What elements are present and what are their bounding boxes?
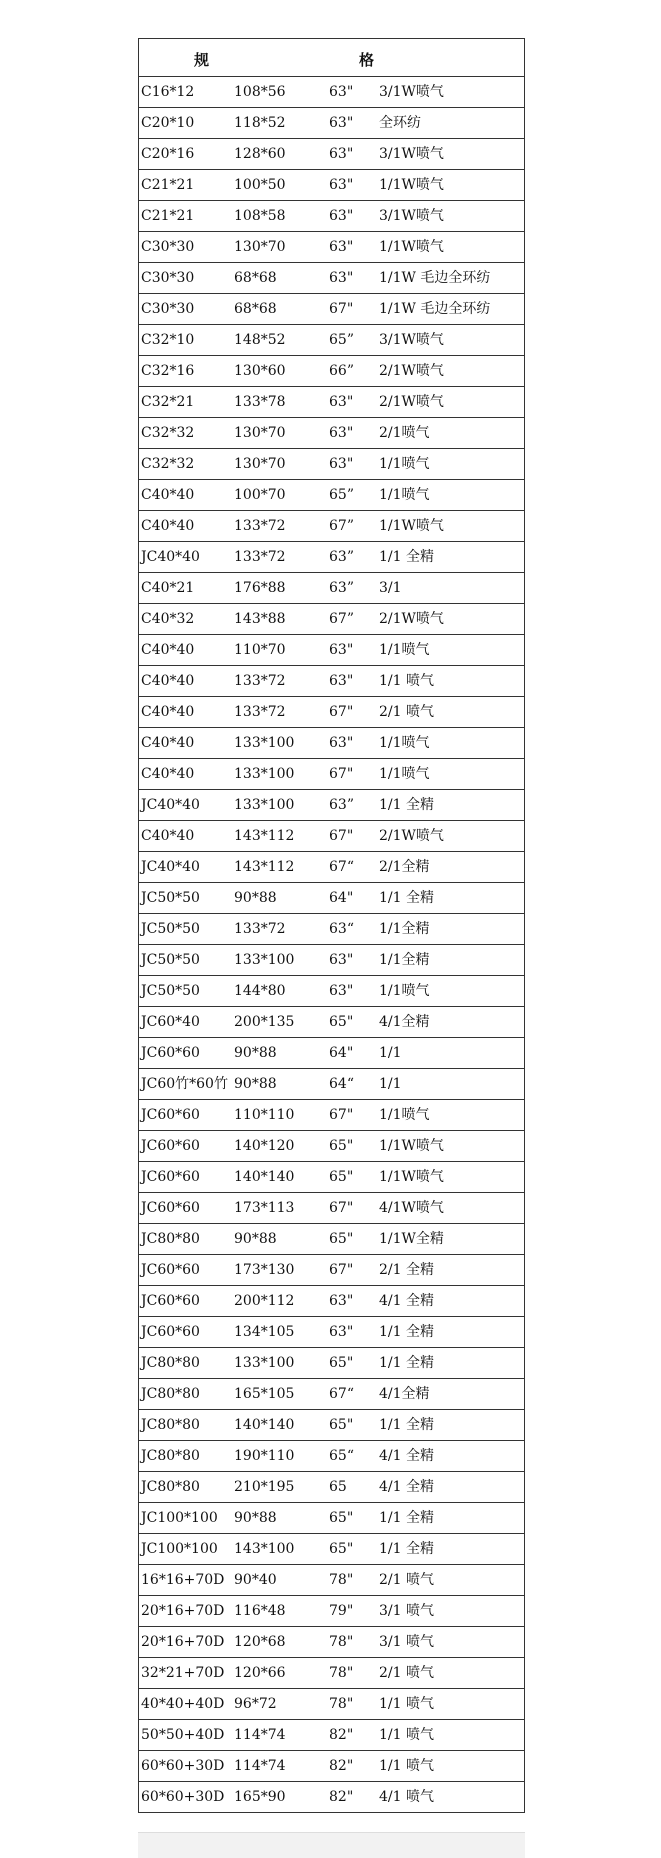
table-header (139, 39, 524, 77)
table-row (139, 1100, 524, 1131)
spec-cell: JC80*80 (141, 1355, 200, 1371)
density-cell: 173*113 (234, 1200, 295, 1216)
spec-cell: JC40*40 (141, 797, 200, 813)
density-cell: 133*78 (234, 394, 286, 410)
spec-cell: C21*21 (141, 208, 195, 224)
width-cell: 65 (329, 1479, 347, 1495)
density-cell: 165*105 (234, 1386, 295, 1402)
density-cell: 96*72 (234, 1696, 277, 1712)
width-cell: 63" (329, 1293, 354, 1309)
spec-cell: C40*40 (141, 673, 195, 689)
table-row (139, 356, 524, 387)
density-cell: 114*74 (234, 1727, 286, 1743)
weave-cell: 1/1W喷气 (379, 239, 444, 255)
spec-cell: C40*40 (141, 704, 195, 720)
width-cell: 65" (329, 1138, 354, 1154)
spec-cell: JC60*60 (141, 1107, 200, 1123)
density-cell: 143*112 (234, 859, 295, 875)
width-cell: 64" (329, 890, 354, 906)
spec-cell: JC60竹*60竹 (141, 1076, 228, 1092)
spec-cell: JC60*40 (141, 1014, 200, 1030)
table-row (139, 1596, 524, 1627)
width-cell: 65" (329, 1417, 354, 1433)
weave-cell: 3/1 喷气 (379, 1634, 434, 1650)
weave-cell: 4/1 全精 (379, 1448, 434, 1464)
weave-cell: 1/1 全精 (379, 1417, 434, 1433)
spec-cell: JC60*60 (141, 1293, 200, 1309)
spec-cell: C40*21 (141, 580, 195, 596)
spec-cell: JC100*100 (141, 1541, 218, 1557)
density-cell: 134*105 (234, 1324, 295, 1340)
width-cell: 63" (329, 983, 354, 999)
weave-cell: 2/1喷气 (379, 425, 430, 441)
spec-cell: 50*50+40D (141, 1727, 225, 1743)
density-cell: 133*72 (234, 921, 286, 937)
table-body (139, 77, 524, 1812)
weave-cell: 1/1 喷气 (379, 1696, 434, 1712)
table-row (139, 480, 524, 511)
spec-cell: C30*30 (141, 270, 195, 286)
width-cell: 63" (329, 1324, 354, 1340)
spec-cell: JC60*60 (141, 1169, 200, 1185)
width-cell: 65" (329, 1231, 354, 1247)
weave-cell: 1/1W喷气 (379, 1138, 444, 1154)
density-cell: 90*88 (234, 890, 277, 906)
table-row (139, 1317, 524, 1348)
spec-cell: JC60*60 (141, 1200, 200, 1216)
weave-cell: 1/1 全精 (379, 797, 434, 813)
width-cell: 79" (329, 1603, 354, 1619)
spec-cell: JC50*50 (141, 983, 200, 999)
spec-cell: JC60*60 (141, 1324, 200, 1340)
weave-cell: 1/1 全精 (379, 1541, 434, 1557)
spec-cell: C30*30 (141, 301, 195, 317)
table-row (139, 232, 524, 263)
spec-cell: JC50*50 (141, 890, 200, 906)
width-cell: 67" (329, 828, 354, 844)
weave-cell: 1/1W 毛边全环纺 (379, 270, 491, 286)
table-row (139, 728, 524, 759)
density-cell: 176*88 (234, 580, 286, 596)
table-row (139, 976, 524, 1007)
density-cell: 143*88 (234, 611, 286, 627)
table-row (139, 883, 524, 914)
weave-cell: 1/1 全精 (379, 1355, 434, 1371)
density-cell: 143*100 (234, 1541, 295, 1557)
spec-cell: 32*21+70D (141, 1665, 225, 1681)
width-cell: 63" (329, 270, 354, 286)
width-cell: 63" (329, 394, 354, 410)
weave-cell: 2/1全精 (379, 859, 430, 875)
weave-cell: 3/1 (379, 580, 402, 596)
density-cell: 90*88 (234, 1076, 277, 1092)
width-cell: 82" (329, 1789, 354, 1805)
table-row (139, 1193, 524, 1224)
table-row (139, 1472, 524, 1503)
table-row (139, 604, 524, 635)
weave-cell: 1/1W 毛边全环纺 (379, 301, 491, 317)
density-cell: 100*50 (234, 177, 286, 193)
weave-cell: 2/1W喷气 (379, 394, 444, 410)
table-row (139, 263, 524, 294)
weave-cell: 3/1W喷气 (379, 208, 444, 224)
bottom-strip (138, 1832, 525, 1858)
weave-cell: 1/1 全精 (379, 1324, 434, 1340)
weave-cell: 1/1喷气 (379, 487, 430, 503)
spec-cell: 20*16+70D (141, 1634, 225, 1650)
weave-cell: 1/1 (379, 1045, 402, 1061)
width-cell: 65" (329, 1355, 354, 1371)
width-cell: 63" (329, 239, 354, 255)
table-row (139, 1038, 524, 1069)
density-cell: 108*58 (234, 208, 286, 224)
spec-cell: JC80*80 (141, 1448, 200, 1464)
weave-cell: 1/1全精 (379, 921, 430, 937)
weave-cell: 1/1喷气 (379, 766, 430, 782)
weave-cell: 3/1W喷气 (379, 84, 444, 100)
weave-cell: 3/1 喷气 (379, 1603, 434, 1619)
weave-cell: 1/1喷气 (379, 642, 430, 658)
weave-cell: 1/1W喷气 (379, 1169, 444, 1185)
width-cell: 67“ (329, 859, 354, 875)
width-cell: 65” (329, 487, 354, 503)
width-cell: 65” (329, 332, 354, 348)
weave-cell: 3/1W喷气 (379, 332, 444, 348)
spec-cell: C32*32 (141, 456, 195, 472)
spec-cell: 20*16+70D (141, 1603, 225, 1619)
table-row (139, 1689, 524, 1720)
spec-cell: C40*40 (141, 642, 195, 658)
width-cell: 67" (329, 1107, 354, 1123)
weave-cell: 2/1 喷气 (379, 1572, 434, 1588)
table-row (139, 1534, 524, 1565)
width-cell: 65" (329, 1510, 354, 1526)
density-cell: 148*52 (234, 332, 286, 348)
weave-cell: 1/1喷气 (379, 983, 430, 999)
width-cell: 82" (329, 1758, 354, 1774)
table-row (139, 1441, 524, 1472)
width-cell: 66” (329, 363, 354, 379)
width-cell: 63" (329, 735, 354, 751)
spec-cell: C32*21 (141, 394, 195, 410)
density-cell: 133*72 (234, 549, 286, 565)
width-cell: 63" (329, 456, 354, 472)
width-cell: 63" (329, 642, 354, 658)
weave-cell: 4/1 全精 (379, 1293, 434, 1309)
density-cell: 143*112 (234, 828, 295, 844)
weave-cell: 2/1W喷气 (379, 828, 444, 844)
table-row (139, 1224, 524, 1255)
width-cell: 65“ (329, 1448, 354, 1464)
weave-cell: 1/1 全精 (379, 549, 434, 565)
table-row (139, 1751, 524, 1782)
density-cell: 110*110 (234, 1107, 295, 1123)
spec-cell: 16*16+70D (141, 1572, 225, 1588)
spec-cell: JC80*80 (141, 1417, 200, 1433)
spec-cell: C20*16 (141, 146, 195, 162)
spec-cell: JC60*60 (141, 1045, 200, 1061)
density-cell: 144*80 (234, 983, 286, 999)
table-row (139, 418, 524, 449)
density-cell: 68*68 (234, 301, 277, 317)
width-cell: 63” (329, 797, 354, 813)
density-cell: 133*72 (234, 704, 286, 720)
width-cell: 63" (329, 208, 354, 224)
table-row (139, 1410, 524, 1441)
width-cell: 64" (329, 1045, 354, 1061)
density-cell: 165*90 (234, 1789, 286, 1805)
header-gui: 规 (194, 51, 210, 69)
width-cell: 63” (329, 580, 354, 596)
spec-cell: 60*60+30D (141, 1789, 225, 1805)
density-cell: 133*100 (234, 766, 295, 782)
density-cell: 110*70 (234, 642, 286, 658)
width-cell: 78" (329, 1634, 354, 1650)
width-cell: 63" (329, 952, 354, 968)
density-cell: 173*130 (234, 1262, 295, 1278)
width-cell: 63" (329, 84, 354, 100)
width-cell: 67” (329, 518, 354, 534)
weave-cell: 1/1全精 (379, 952, 430, 968)
spec-cell: C40*40 (141, 487, 195, 503)
table-row (139, 852, 524, 883)
table-row (139, 1503, 524, 1534)
width-cell: 63” (329, 549, 354, 565)
weave-cell: 1/1喷气 (379, 735, 430, 751)
spec-cell: C40*40 (141, 735, 195, 751)
density-cell: 133*100 (234, 1355, 295, 1371)
weave-cell: 全环纺 (379, 115, 421, 131)
density-cell: 108*56 (234, 84, 286, 100)
width-cell: 63" (329, 146, 354, 162)
table-row (139, 821, 524, 852)
spec-cell: C16*12 (141, 84, 195, 100)
density-cell: 210*195 (234, 1479, 295, 1495)
density-cell: 120*66 (234, 1665, 286, 1681)
weave-cell: 1/1 喷气 (379, 1758, 434, 1774)
table-row (139, 1255, 524, 1286)
table-row (139, 1007, 524, 1038)
density-cell: 190*110 (234, 1448, 295, 1464)
width-cell: 63" (329, 115, 354, 131)
table-row (139, 697, 524, 728)
width-cell: 64“ (329, 1076, 354, 1092)
table-row (139, 77, 524, 108)
density-cell: 90*40 (234, 1572, 277, 1588)
weave-cell: 4/1 喷气 (379, 1789, 434, 1805)
spec-cell: C32*10 (141, 332, 195, 348)
table-row (139, 1627, 524, 1658)
spec-cell: JC60*60 (141, 1138, 200, 1154)
spec-cell: JC60*60 (141, 1262, 200, 1278)
width-cell: 67" (329, 766, 354, 782)
density-cell: 133*72 (234, 673, 286, 689)
weave-cell: 4/1 全精 (379, 1479, 434, 1495)
weave-cell: 1/1 喷气 (379, 1727, 434, 1743)
width-cell: 82" (329, 1727, 354, 1743)
table-row (139, 201, 524, 232)
density-cell: 200*112 (234, 1293, 295, 1309)
density-cell: 120*68 (234, 1634, 286, 1650)
weave-cell: 4/1全精 (379, 1386, 430, 1402)
table-row (139, 1658, 524, 1689)
weave-cell: 1/1W全精 (379, 1231, 444, 1247)
spec-cell: JC40*40 (141, 859, 200, 875)
width-cell: 78" (329, 1665, 354, 1681)
table-row (139, 170, 524, 201)
density-cell: 133*100 (234, 735, 295, 751)
weave-cell: 4/1W喷气 (379, 1200, 444, 1216)
table-row (139, 1379, 524, 1410)
table-row (139, 325, 524, 356)
spec-cell: C32*16 (141, 363, 195, 379)
spec-cell: JC50*50 (141, 921, 200, 937)
table-row (139, 1782, 524, 1812)
spec-table (138, 38, 525, 1813)
table-row (139, 1286, 524, 1317)
spec-cell: C40*40 (141, 828, 195, 844)
weave-cell: 1/1 全精 (379, 890, 434, 906)
width-cell: 67” (329, 611, 354, 627)
weave-cell: 2/1W喷气 (379, 363, 444, 379)
weave-cell: 1/1W喷气 (379, 518, 444, 534)
spec-cell: JC40*40 (141, 549, 200, 565)
weave-cell: 4/1全精 (379, 1014, 430, 1030)
density-cell: 100*70 (234, 487, 286, 503)
table-row (139, 449, 524, 480)
density-cell: 90*88 (234, 1510, 277, 1526)
spec-cell: JC80*80 (141, 1231, 200, 1247)
width-cell: 67" (329, 1262, 354, 1278)
density-cell: 68*68 (234, 270, 277, 286)
table-row (139, 139, 524, 170)
spec-cell: C21*21 (141, 177, 195, 193)
width-cell: 63" (329, 425, 354, 441)
spec-cell: C40*32 (141, 611, 195, 627)
table-row (139, 1565, 524, 1596)
spec-cell: JC80*80 (141, 1386, 200, 1402)
width-cell: 65" (329, 1014, 354, 1030)
weave-cell: 2/1 喷气 (379, 1665, 434, 1681)
table-row (139, 511, 524, 542)
density-cell: 114*74 (234, 1758, 286, 1774)
density-cell: 133*100 (234, 797, 295, 813)
table-row (139, 1162, 524, 1193)
width-cell: 65" (329, 1169, 354, 1185)
spec-cell: 40*40+40D (141, 1696, 225, 1712)
table-row (139, 387, 524, 418)
width-cell: 78" (329, 1696, 354, 1712)
table-row (139, 294, 524, 325)
width-cell: 65" (329, 1541, 354, 1557)
width-cell: 63“ (329, 921, 354, 937)
density-cell: 90*88 (234, 1045, 277, 1061)
density-cell: 133*100 (234, 952, 295, 968)
table-row (139, 1720, 524, 1751)
table-row (139, 573, 524, 604)
header-ge: 格 (359, 51, 375, 69)
width-cell: 78" (329, 1572, 354, 1588)
spec-cell: C20*10 (141, 115, 195, 131)
width-cell: 67" (329, 704, 354, 720)
spec-cell: JC80*80 (141, 1479, 200, 1495)
density-cell: 140*140 (234, 1417, 295, 1433)
spec-cell: JC50*50 (141, 952, 200, 968)
table-row (139, 108, 524, 139)
weave-cell: 2/1W喷气 (379, 611, 444, 627)
spec-cell: JC100*100 (141, 1510, 218, 1526)
width-cell: 67" (329, 301, 354, 317)
weave-cell: 1/1喷气 (379, 1107, 430, 1123)
width-cell: 67" (329, 1200, 354, 1216)
weave-cell: 1/1W喷气 (379, 177, 444, 193)
weave-cell: 3/1W喷气 (379, 146, 444, 162)
weave-cell: 2/1 喷气 (379, 704, 434, 720)
width-cell: 63" (329, 673, 354, 689)
density-cell: 90*88 (234, 1231, 277, 1247)
density-cell: 118*52 (234, 115, 286, 131)
width-cell: 63" (329, 177, 354, 193)
width-cell: 67“ (329, 1386, 354, 1402)
weave-cell: 2/1 全精 (379, 1262, 434, 1278)
weave-cell: 1/1 全精 (379, 1510, 434, 1526)
density-cell: 140*120 (234, 1138, 295, 1154)
table-row (139, 1348, 524, 1379)
density-cell: 128*60 (234, 146, 286, 162)
table-row (139, 945, 524, 976)
table-row (139, 759, 524, 790)
density-cell: 130*70 (234, 425, 286, 441)
table-row (139, 1131, 524, 1162)
table-row (139, 1069, 524, 1100)
table-row (139, 790, 524, 821)
table-row (139, 914, 524, 945)
density-cell: 130*60 (234, 363, 286, 379)
table-row (139, 542, 524, 573)
weave-cell: 1/1喷气 (379, 456, 430, 472)
spec-cell: C40*40 (141, 766, 195, 782)
spec-cell: C40*40 (141, 518, 195, 534)
spec-cell: C32*32 (141, 425, 195, 441)
spec-cell: C30*30 (141, 239, 195, 255)
weave-cell: 1/1 (379, 1076, 402, 1092)
density-cell: 130*70 (234, 456, 286, 472)
density-cell: 130*70 (234, 239, 286, 255)
table-row (139, 635, 524, 666)
density-cell: 140*140 (234, 1169, 295, 1185)
density-cell: 133*72 (234, 518, 286, 534)
weave-cell: 1/1 喷气 (379, 673, 434, 689)
density-cell: 116*48 (234, 1603, 286, 1619)
table-row (139, 666, 524, 697)
spec-cell: 60*60+30D (141, 1758, 225, 1774)
density-cell: 200*135 (234, 1014, 295, 1030)
